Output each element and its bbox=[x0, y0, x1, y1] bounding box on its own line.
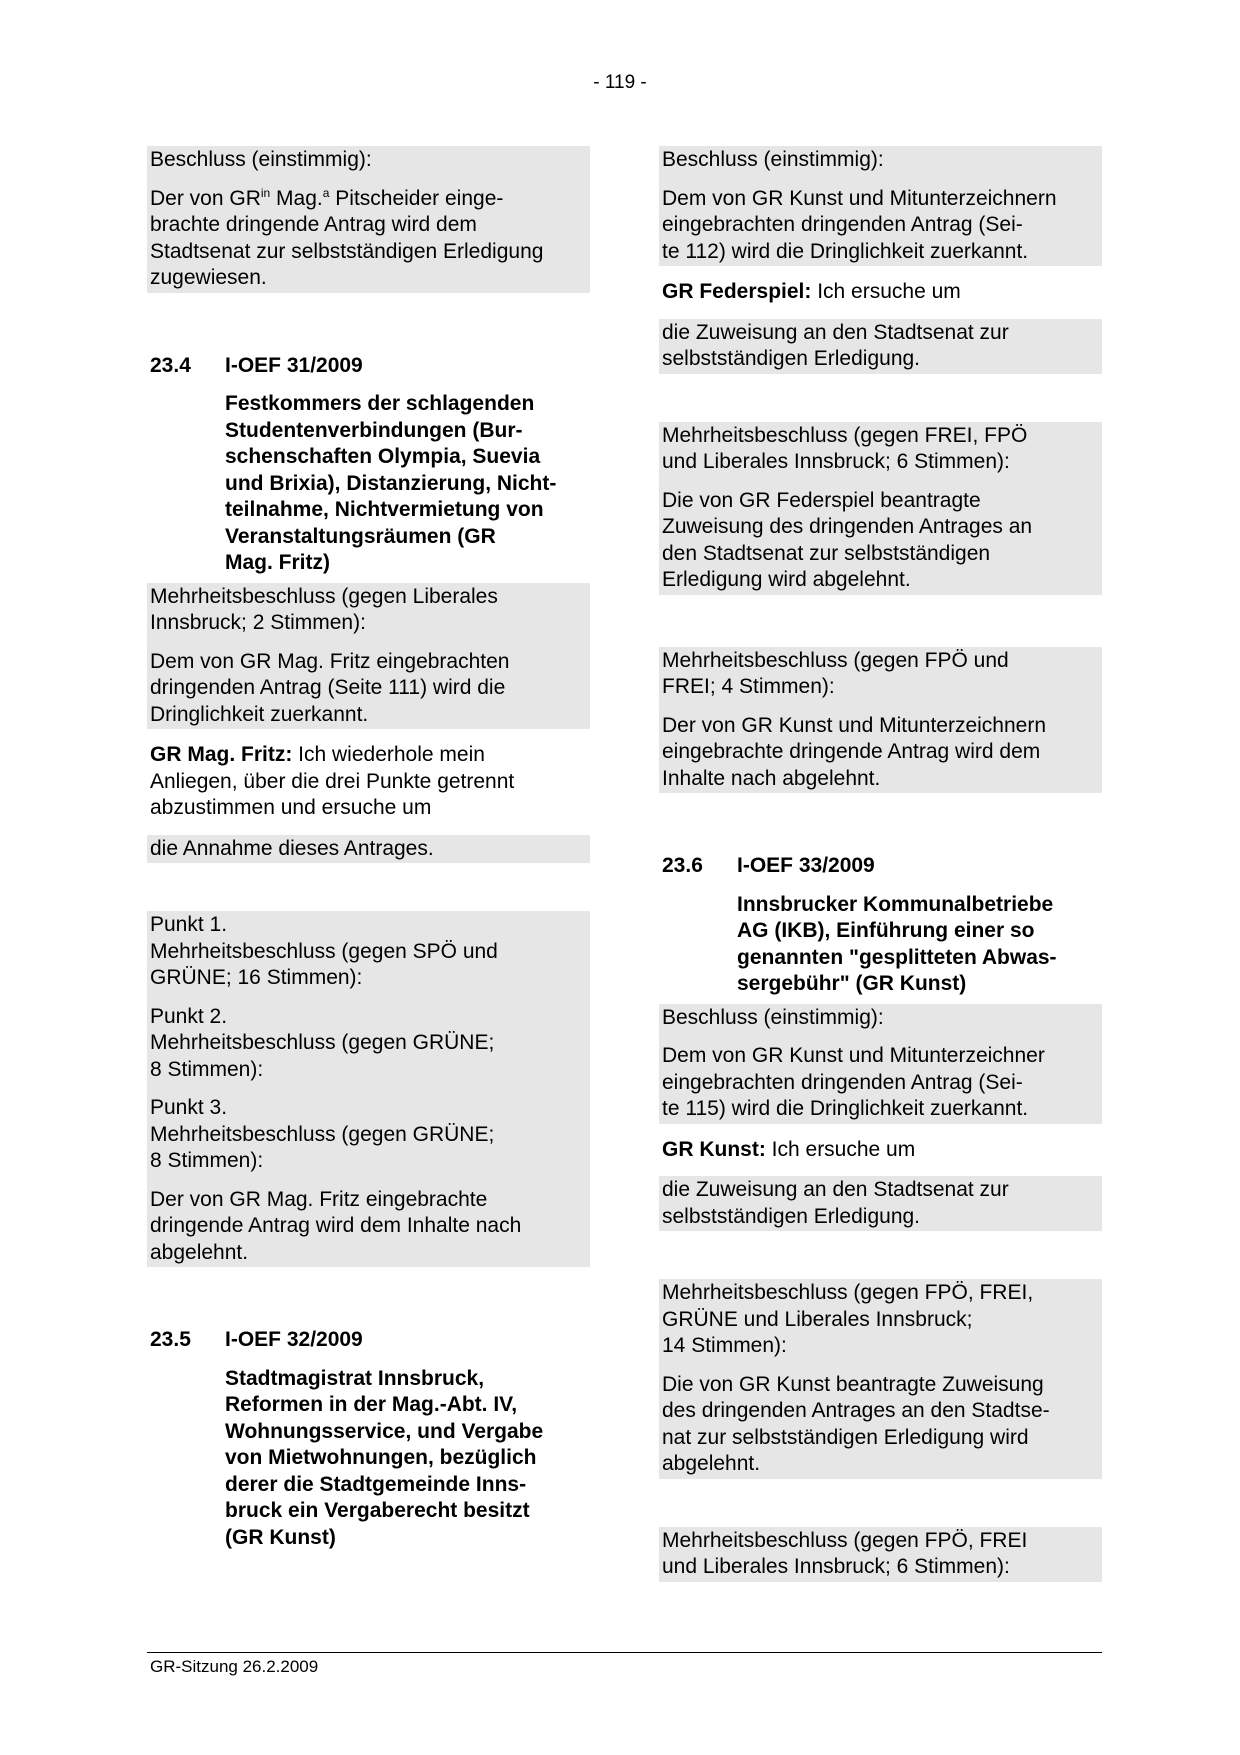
speech-block bbox=[147, 741, 590, 823]
vote-label: Mehrheitsbeschluss (gegen FPÖ und FREI; 4 Stimmen): bbox=[662, 648, 1009, 698]
speech-text: Ich wiederhole mein Anliegen, über die drei Punkte getrennt abzustimmen und ersuche um bbox=[150, 743, 515, 819]
left-column bbox=[147, 146, 590, 1551]
speaker-name: GR Kunst: bbox=[662, 1137, 766, 1161]
section-heading-23-6 bbox=[659, 853, 1102, 880]
speaker-name: GR Mag. Fritz: bbox=[150, 743, 293, 766]
speech-end: die Zuweisung an den Stadtsenat zur selbstständigen Erledigung. bbox=[659, 319, 1102, 374]
speech-block bbox=[659, 1136, 1102, 1165]
decision-text: Die von GR Federspiel beantragte Zuweisung des dringenden Antrages an den Stadtsenat zur selbstständigen Erledigung wird abgelehnt. bbox=[662, 488, 1033, 591]
punkt-3-vote: Punkt 3. Mehrheitsbeschluss (gegen GRÜNE; 8 Stimmen): bbox=[150, 1096, 495, 1172]
punkt-2-vote: Punkt 2. Mehrheitsbeschluss (gegen GRÜNE; 8 Stimmen): bbox=[150, 1004, 495, 1081]
punkt-1-vote: Punkt 1. Mehrheitsbeschluss (gegen SPÖ und GRÜNE; 16 Stimmen): bbox=[150, 913, 498, 989]
vote-block bbox=[659, 146, 1102, 266]
right-column bbox=[659, 146, 1102, 1582]
page-number: - 119 - bbox=[593, 72, 647, 93]
footer-text: GR-Sitzung 26.2.2009 bbox=[150, 1657, 319, 1676]
section-number: 23.4 bbox=[150, 353, 191, 377]
section-title: Festkommers der schlagenden Studentenverbindungen (Bur- schenschaften Olympia, Suevia und Brixia), Distanzierung, Nicht- teilnahme, Nichtvermietung von Veranstaltungsräumen (GR Mag. Fritz) bbox=[225, 392, 557, 574]
section-number: 23.5 bbox=[150, 1328, 191, 1351]
section-code: I-OEF 31/2009 bbox=[225, 353, 363, 377]
speaker-name: GR Federspiel: bbox=[662, 280, 812, 303]
section-number: 23.6 bbox=[662, 854, 703, 877]
vote-label: Mehrheitsbeschluss (gegen Liberales Innsbruck; 2 Stimmen): bbox=[150, 584, 498, 634]
vote-label: Mehrheitsbeschluss (gegen FPÖ, FREI und Liberales Innsbruck; 6 Stimmen): bbox=[662, 1528, 1028, 1578]
speech-block bbox=[659, 278, 1102, 307]
vote-block bbox=[659, 647, 1102, 794]
decision-text: Der von GR Kunst und Mitunterzeichnern eingebrachte dringende Antrag wird dem Inhalte nach abgelehnt. bbox=[662, 713, 1047, 790]
section-heading-23-4 bbox=[147, 353, 590, 380]
decision-text: Die von GR Kunst beantragte Zuweisung des dringenden Antrages an den Stadtse- nat zur selbstständigen Erledigung wird abgelehnt. bbox=[662, 1372, 1050, 1475]
speech-end: die Zuweisung an den Stadtsenat zur selbstständigen Erledigung. bbox=[659, 1176, 1102, 1231]
decision-text: Dem von GR Mag. Fritz eingebrachten dringenden Antrag (Seite 111) wird die Dringlichkeit zuerkannt. bbox=[150, 649, 510, 726]
vote-block bbox=[147, 911, 590, 1267]
vote-label: Mehrheitsbeschluss (gegen FREI, FPÖ und Liberales Innsbruck; 6 Stimmen): bbox=[662, 423, 1028, 473]
vote-block bbox=[659, 1004, 1102, 1124]
section-code: I-OEF 32/2009 bbox=[225, 1328, 363, 1351]
vote-label: Mehrheitsbeschluss (gegen FPÖ, FREI, GRÜNE und Liberales Innsbruck; 14 Stimmen): bbox=[662, 1281, 1034, 1357]
vote-block bbox=[659, 1527, 1102, 1582]
decision-text: Dem von GR Kunst und Mitunterzeichner eingebrachten dringenden Antrag (Sei- te 115) wird die Dringlichkeit zuerkannt. bbox=[662, 1044, 1045, 1120]
vote-label: Beschluss (einstimmig): bbox=[150, 148, 372, 171]
speech-text: Ich ersuche um bbox=[765, 1137, 916, 1161]
vote-block bbox=[147, 146, 590, 293]
section-title: Stadtmagistrat Innsbruck, Reformen in der Mag.-Abt. IV, Wohnungsservice, und Vergabe von Mietwohnungen, bezüglich derer die Stadtgemeinde Inns- bruck ein Vergaberecht besitzt (GR Kunst) bbox=[225, 1366, 544, 1549]
section-code: I-OEF 33/2009 bbox=[737, 854, 875, 877]
vote-label: Beschluss (einstimmig): bbox=[662, 1005, 884, 1029]
decision-text: Dem von GR Kunst und Mitunterzeichnern eingebrachten dringenden Antrag (Sei- te 112) wird die Dringlichkeit zuerkannt. bbox=[662, 186, 1057, 263]
decision-text: Der von $GR^{in}$ Mag.$^a$ Pitscheider einge- brachte dringende Antrag wird dem Stadtsenat zur selbstständigen Erledigung zugewiesen. bbox=[150, 185, 544, 289]
vote-block bbox=[659, 422, 1102, 595]
vote-label: Beschluss (einstimmig): bbox=[662, 148, 884, 171]
section-heading-23-5 bbox=[147, 1327, 590, 1354]
decision-text: Der von GR Mag. Fritz eingebrachte dringende Antrag wird dem Inhalte nach abgelehnt. bbox=[150, 1187, 522, 1264]
section-title: Innsbrucker Kommunalbetriebe AG (IKB), Einführung einer so genannten "gesplitteten Abwas- sergebühr" (GR Kunst) bbox=[737, 892, 1057, 995]
speech-end: die Annahme dieses Antrages. bbox=[147, 835, 590, 864]
vote-block bbox=[659, 1279, 1102, 1479]
vote-block bbox=[147, 583, 590, 730]
footer-divider bbox=[147, 1652, 1102, 1653]
speech-text: Ich ersuche um bbox=[811, 280, 961, 303]
